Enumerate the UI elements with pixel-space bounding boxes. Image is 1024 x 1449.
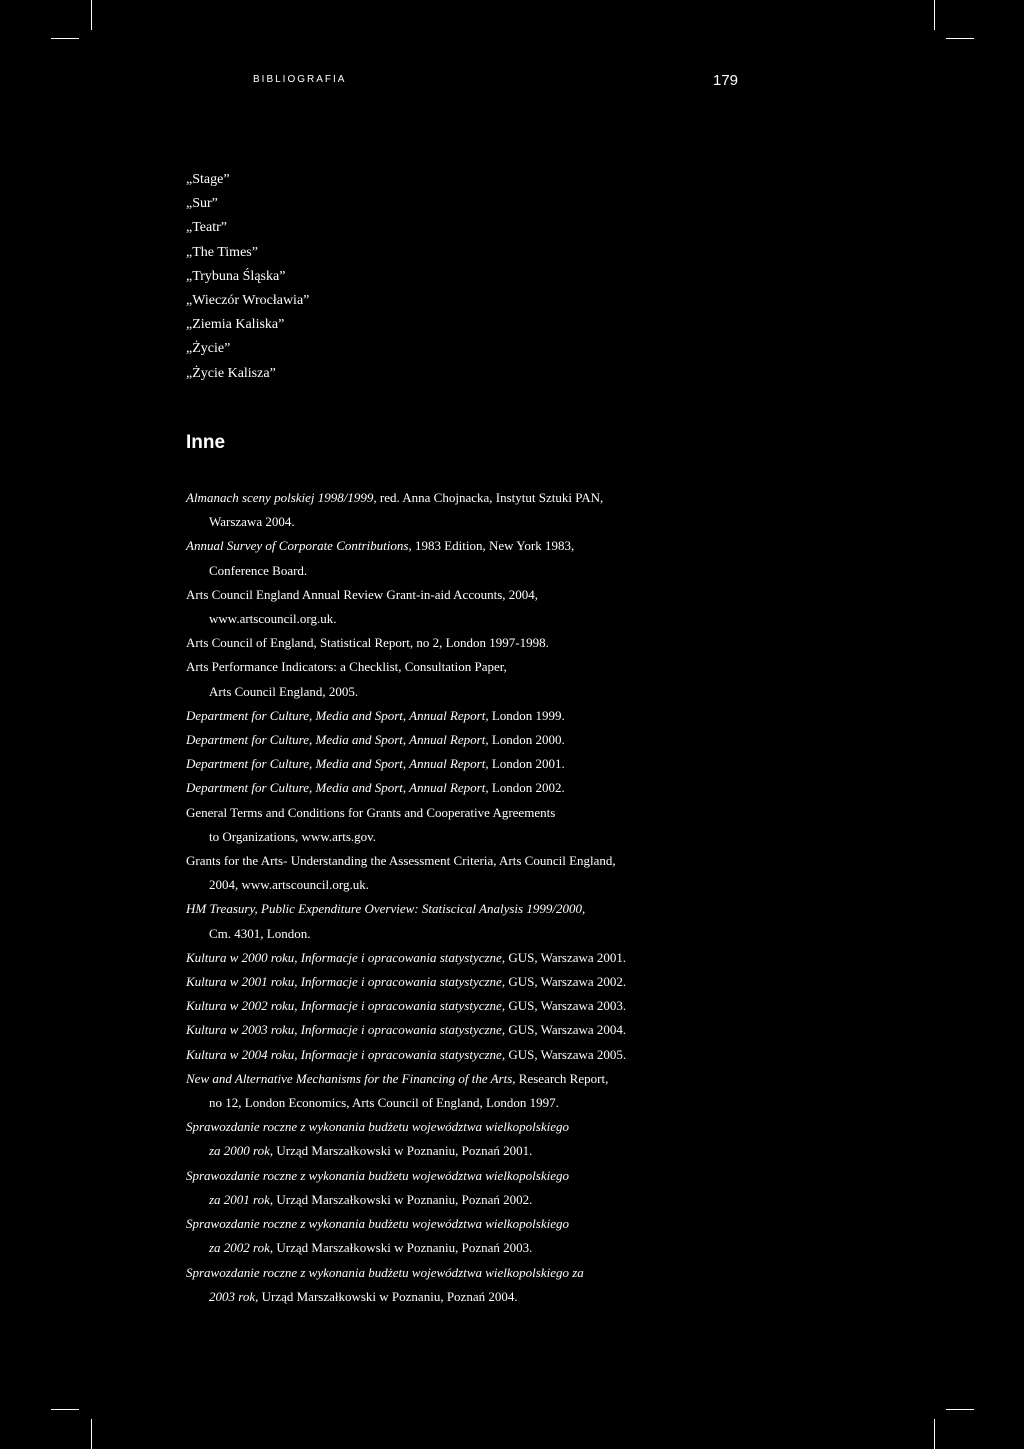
entry-text: Arts Council England, 2005. <box>209 683 359 699</box>
entry-text: www.artscouncil.org.uk. <box>209 611 337 627</box>
entry-text: , red. Anna Chojnacka, Instytut Sztuki PAN, <box>373 490 604 505</box>
entry-text: GUS, Warszawa 2001. <box>505 949 627 965</box>
crop-mark-top-left-horizontal <box>51 38 79 39</box>
entry-title-text: 2003 rok, <box>209 1288 259 1304</box>
entry-line <box>186 583 746 607</box>
entry-line-continuation <box>186 825 746 849</box>
entry-text: Cm. 4301, London. <box>209 925 311 941</box>
entry-title-text: Sprawozdanie roczne z wykonania budżetu województwa wielkopolskiego <box>186 1119 569 1135</box>
entry-line <box>186 1164 746 1188</box>
bibliography-entry <box>186 728 746 752</box>
entry-title-text: Kultura w 2003 roku, Informacje i opracowania statystyczne, <box>186 1022 506 1038</box>
entry-title-text: Department for Culture, Media and Sport, Annual Report, <box>186 756 489 772</box>
bibliography-entry <box>186 1115 746 1163</box>
bibliography-entry <box>186 534 746 582</box>
entry-line <box>186 1067 746 1091</box>
entry-text: no 12, London Economics, Arts Council of England, London 1997. <box>209 1095 559 1111</box>
entry-line <box>186 970 746 994</box>
entry-line-continuation <box>186 873 746 897</box>
periodical-item: „Życie Kalisza” <box>186 365 276 381</box>
entry-title-text: Kultura w 2001 roku, Informacje i opracowania statystyczne, <box>186 974 506 990</box>
bibliography-entry <box>186 704 746 728</box>
bibliography-entry <box>186 486 746 534</box>
entry-title-text: HM Treasury, Public Expenditure Overview: Statiscical Analysis 1999/2000, <box>186 901 586 917</box>
bibliography-entry <box>186 631 746 655</box>
bibliography-entry <box>186 849 746 897</box>
entry-title-text: za 2001 rok, <box>209 1191 274 1207</box>
entry-line <box>186 631 746 655</box>
entry-line <box>186 1212 746 1236</box>
bibliography-entry <box>186 1164 746 1212</box>
entry-line <box>186 534 746 558</box>
periodical-item: „Ziemia Kaliska” <box>186 317 285 333</box>
bibliography-entry <box>186 583 746 631</box>
entry-text: to Organizations, www.arts.gov. <box>209 828 377 844</box>
entry-text: GUS, Warszawa 2002. <box>505 974 627 990</box>
crop-mark-bottom-left-horizontal <box>51 1409 79 1410</box>
crop-mark-top-right-horizontal <box>946 38 974 39</box>
entry-text: Arts Council of England, Statistical Report, no 2, London 1997-1998. <box>186 635 549 651</box>
entry-title-text: New and Alternative Mechanisms for the Financing of the Arts, <box>186 1070 516 1086</box>
entry-text: Urząd Marszałkowski w Poznaniu, Poznań 2003. <box>273 1240 533 1256</box>
entry-title-text: Kultura w 2002 roku, Informacje i opracowania statystyczne, <box>186 998 506 1014</box>
crop-mark-top-right-vertical <box>934 0 935 30</box>
entry-text: Warszawa 2004. <box>209 514 295 530</box>
entry-text: Urząd Marszałkowski w Poznaniu, Poznań 2004. <box>258 1288 518 1304</box>
entry-line-continuation <box>186 1139 746 1163</box>
entry-title-text: Department for Culture, Media and Sport, Annual Report, <box>186 732 489 748</box>
entry-text: Urząd Marszałkowski w Poznaniu, Poznań 2001. <box>273 1143 533 1159</box>
entry-line <box>186 994 746 1018</box>
entry-text: GUS, Warszawa 2003. <box>505 998 627 1014</box>
periodical-item: „Teatr” <box>186 220 227 236</box>
entry-line-continuation <box>186 680 746 704</box>
crop-mark-bottom-right-horizontal <box>946 1409 974 1410</box>
periodicals-list <box>186 170 309 388</box>
bibliography-entry <box>186 1043 746 1067</box>
entry-line <box>186 655 746 679</box>
bibliography-entry <box>186 1212 746 1260</box>
periodical-item: „Trybuna Śląska” <box>186 268 286 284</box>
bibliography-entry <box>186 776 746 800</box>
entry-text: Research Report, <box>515 1070 609 1086</box>
entry-text: General Terms and Conditions for Grants and Cooperative Agreements <box>186 804 556 820</box>
entry-line <box>186 486 746 510</box>
entry-line <box>186 1261 746 1285</box>
bibliography-entry <box>186 1261 746 1309</box>
entry-line <box>186 849 746 873</box>
entry-text: Conference Board. <box>209 562 308 578</box>
entry-line <box>186 946 746 970</box>
entry-line-continuation <box>186 607 746 631</box>
entry-title-text: Kultura w 2000 roku, Informacje i opracowania statystyczne, <box>186 949 506 965</box>
entry-text: London 2002. <box>488 780 565 796</box>
bibliography-entry <box>186 897 746 945</box>
entry-title-text: za 2000 rok, <box>209 1143 274 1159</box>
running-head: BIBLIOGRAFIA <box>253 74 347 85</box>
periodical-item: „The Times” <box>186 244 258 260</box>
entry-title-text: Sprawozdanie roczne z wykonania budżetu województwa wielkopolskiego za <box>186 1264 584 1280</box>
entry-title-text: za 2002 rok, <box>209 1240 274 1256</box>
entry-title-text: Department for Culture, Media and Sport, Annual Report, <box>186 780 489 796</box>
bibliography-entry <box>186 1018 746 1042</box>
entry-line-continuation <box>186 922 746 946</box>
entry-line <box>186 1115 746 1139</box>
entry-text: London 1999. <box>488 707 565 723</box>
entry-line <box>186 1043 746 1067</box>
entry-text: , 1983 Edition, New York 1983, <box>408 538 575 554</box>
entry-line <box>186 776 746 800</box>
entry-line <box>186 728 746 752</box>
bibliography-list <box>186 486 746 1309</box>
entry-line <box>186 704 746 728</box>
entry-title-text: Department for Culture, Media and Sport, Annual Report, <box>186 707 489 723</box>
crop-mark-bottom-left-vertical <box>91 1419 92 1449</box>
entry-text: London 2001. <box>488 756 565 772</box>
periodical-item: „Stage” <box>186 172 230 187</box>
bibliography-entry <box>186 1067 746 1115</box>
entry-line-continuation <box>186 1236 746 1260</box>
entry-line <box>186 1018 746 1042</box>
entry-title-text: Sprawozdanie roczne z wykonania budżetu województwa wielkopolskiego <box>186 1167 569 1183</box>
periodical-item: „Wieczór Wrocławia” <box>186 292 310 308</box>
bibliography-entry <box>186 994 746 1018</box>
crop-mark-top-left-vertical <box>91 0 92 30</box>
bibliography-entry <box>186 655 746 703</box>
bibliography-entry <box>186 970 746 994</box>
entry-text: Arts Council England Annual Review Grant-in-aid Accounts, 2004, <box>186 586 539 602</box>
section-heading: Inne <box>186 432 226 453</box>
entry-line-continuation <box>186 1188 746 1212</box>
entry-text: Urząd Marszałkowski w Poznaniu, Poznań 2002. <box>273 1191 533 1207</box>
entry-line-continuation <box>186 559 746 583</box>
bibliography-entry <box>186 801 746 849</box>
entry-text: GUS, Warszawa 2004. <box>505 1022 627 1038</box>
entry-title-text: Almanach sceny polskiej 1998/1999 <box>186 490 374 505</box>
bibliography-entry <box>186 752 746 776</box>
entry-text: London 2000. <box>488 732 565 748</box>
entry-text: 2004, www.artscouncil.org.uk. <box>209 877 369 893</box>
entry-title-text: Annual Survey of Corporate Contributions <box>186 538 409 554</box>
entry-line <box>186 752 746 776</box>
entry-line-continuation <box>186 510 746 534</box>
page-number: 179 <box>713 72 739 89</box>
entry-line-continuation <box>186 1091 746 1115</box>
entry-line <box>186 897 746 921</box>
entry-text: GUS, Warszawa 2005. <box>505 1046 627 1062</box>
crop-mark-bottom-right-vertical <box>934 1419 935 1449</box>
entry-text: Grants for the Arts- Understanding the Assessment Criteria, Arts Council England, <box>186 853 616 869</box>
entry-title-text: Kultura w 2004 roku, Informacje i opracowania statystyczne, <box>186 1046 506 1062</box>
entry-line <box>186 801 746 825</box>
periodical-item: „Życie” <box>186 341 231 357</box>
bibliography-entry <box>186 946 746 970</box>
entry-title-text: Sprawozdanie roczne z wykonania budżetu województwa wielkopolskiego <box>186 1216 569 1232</box>
entry-line-continuation <box>186 1285 746 1309</box>
entry-text: Arts Performance Indicators: a Checklist, Consultation Paper, <box>186 659 507 675</box>
periodical-item: „Sur” <box>186 196 218 212</box>
